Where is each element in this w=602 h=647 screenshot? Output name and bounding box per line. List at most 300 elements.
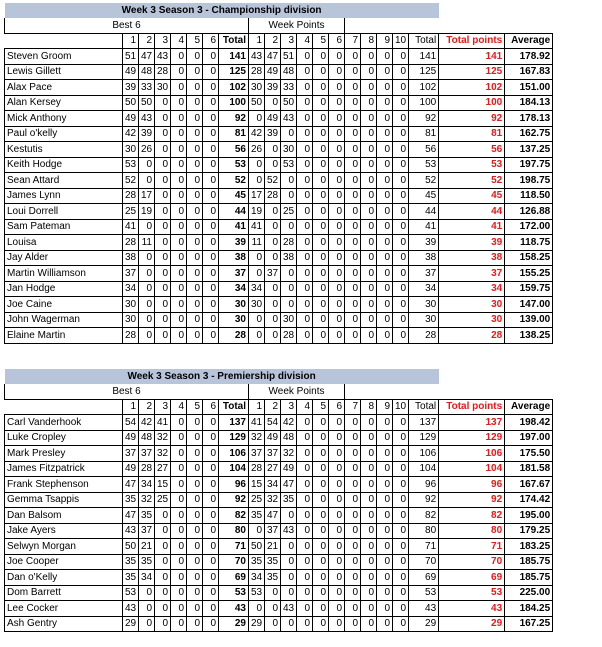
best-col-header: 2	[139, 33, 155, 49]
week-score: 0	[297, 570, 313, 586]
table-row	[5, 126, 553, 142]
best-score: 52	[123, 173, 139, 189]
week-score: 34	[249, 281, 265, 297]
week-score: 0	[313, 328, 329, 344]
week-score: 0	[393, 430, 409, 446]
best-score: 0	[187, 80, 203, 96]
week-score: 0	[345, 219, 361, 235]
week-score: 50	[249, 539, 265, 555]
table-row	[5, 188, 553, 204]
week-col-header: 1	[249, 33, 265, 49]
week-score: 0	[345, 80, 361, 96]
best-score: 0	[155, 554, 171, 570]
week-score: 0	[313, 312, 329, 328]
best-score: 49	[123, 430, 139, 446]
week-score: 0	[313, 281, 329, 297]
week-score: 0	[329, 142, 345, 158]
table-row	[5, 64, 553, 80]
week-score: 0	[345, 539, 361, 555]
player-name: Gemma Tsappis	[5, 492, 123, 508]
week-total: 43	[409, 601, 439, 617]
week-col-header: 7	[345, 399, 361, 415]
total-points: 81	[439, 126, 505, 142]
week-total: 69	[409, 570, 439, 586]
week-score: 0	[361, 312, 377, 328]
week-total: 52	[409, 173, 439, 189]
best-score: 50	[139, 95, 155, 111]
week-score: 0	[297, 80, 313, 96]
week-score: 0	[393, 281, 409, 297]
week-score: 0	[281, 126, 297, 142]
week-score: 0	[329, 95, 345, 111]
week-score: 0	[297, 601, 313, 617]
player-name: Alax Pace	[5, 80, 123, 96]
best-score: 0	[155, 281, 171, 297]
best-score: 0	[171, 523, 187, 539]
best-score: 0	[171, 64, 187, 80]
best-6-label: Best 6	[5, 18, 249, 33]
total-points: 28	[439, 328, 505, 344]
best-score: 0	[203, 49, 219, 65]
week-score: 0	[377, 508, 393, 524]
week-score: 0	[377, 188, 393, 204]
week-score: 0	[329, 111, 345, 127]
table-row	[5, 312, 553, 328]
average: 198.75	[505, 173, 553, 189]
week-score: 0	[393, 188, 409, 204]
best-col-header: 2	[139, 399, 155, 415]
player-name: Lee Cocker	[5, 601, 123, 617]
best-score: 48	[139, 64, 155, 80]
week-score: 0	[361, 508, 377, 524]
total-points: 41	[439, 219, 505, 235]
best-score: 28	[123, 188, 139, 204]
best-score: 0	[171, 188, 187, 204]
week-score: 35	[249, 508, 265, 524]
best-score: 47	[123, 508, 139, 524]
best-score: 27	[155, 461, 171, 477]
week-score: 41	[249, 415, 265, 431]
best-score: 0	[139, 601, 155, 617]
week-score: 0	[297, 616, 313, 632]
best-score: 0	[139, 616, 155, 632]
week-score: 0	[297, 266, 313, 282]
best-score: 30	[155, 80, 171, 96]
player-name: Lewis Gillett	[5, 64, 123, 80]
week-score: 0	[393, 570, 409, 586]
week-col-header: 7	[345, 33, 361, 49]
week-score: 37	[265, 523, 281, 539]
total-points: 100	[439, 95, 505, 111]
week-score: 0	[377, 266, 393, 282]
best-total: 43	[219, 601, 249, 617]
total-points: 44	[439, 204, 505, 220]
week-score: 0	[361, 281, 377, 297]
best-score: 19	[139, 204, 155, 220]
week-score: 0	[361, 250, 377, 266]
week-score: 0	[377, 461, 393, 477]
week-score: 0	[345, 461, 361, 477]
best-total: 30	[219, 297, 249, 313]
week-score: 0	[329, 250, 345, 266]
title-spacer	[439, 369, 553, 384]
best-score: 30	[123, 142, 139, 158]
week-score: 0	[281, 297, 297, 313]
week-score: 0	[313, 64, 329, 80]
week-score: 17	[249, 188, 265, 204]
week-score: 0	[297, 508, 313, 524]
best-score: 0	[187, 328, 203, 344]
total-points: 137	[439, 415, 505, 431]
week-score: 0	[377, 49, 393, 65]
player-name: Louisa	[5, 235, 123, 251]
best-score: 51	[123, 49, 139, 65]
week-score: 0	[281, 554, 297, 570]
week-score: 0	[297, 219, 313, 235]
best-score: 41	[123, 219, 139, 235]
week-col-header: 9	[377, 399, 393, 415]
week-score: 37	[265, 446, 281, 462]
week-score: 0	[313, 250, 329, 266]
player-name: John Wagerman	[5, 312, 123, 328]
week-score: 0	[377, 477, 393, 493]
week-score: 0	[393, 446, 409, 462]
week-score: 0	[345, 142, 361, 158]
table-row	[5, 297, 553, 313]
week-score: 0	[393, 297, 409, 313]
best-col-header: 5	[187, 399, 203, 415]
week-score: 25	[281, 204, 297, 220]
average: 118.75	[505, 235, 553, 251]
week-col-header: 4	[297, 33, 313, 49]
week-score: 0	[265, 328, 281, 344]
week-score: 0	[377, 492, 393, 508]
week-total: 102	[409, 80, 439, 96]
table-row	[5, 554, 553, 570]
best-score: 0	[139, 173, 155, 189]
best-score: 0	[187, 523, 203, 539]
table-row	[5, 173, 553, 189]
week-score: 0	[393, 64, 409, 80]
best-score: 0	[155, 570, 171, 586]
table-row	[5, 477, 553, 493]
best-score: 28	[123, 328, 139, 344]
best-score: 25	[123, 204, 139, 220]
week-score: 0	[377, 157, 393, 173]
total-points: 30	[439, 312, 505, 328]
best-score: 0	[171, 328, 187, 344]
week-score: 0	[313, 539, 329, 555]
week-score: 0	[249, 266, 265, 282]
player-name: James Fitzpatrick	[5, 461, 123, 477]
player-name: Jan Hodge	[5, 281, 123, 297]
best-score: 0	[171, 49, 187, 65]
week-score: 0	[297, 328, 313, 344]
week-score: 0	[281, 616, 297, 632]
best-score: 0	[187, 446, 203, 462]
best-col-header: 1	[123, 399, 139, 415]
best-score: 0	[171, 250, 187, 266]
week-total: 80	[409, 523, 439, 539]
best-score: 0	[203, 554, 219, 570]
best-score: 0	[171, 585, 187, 601]
best-total: 69	[219, 570, 249, 586]
best-total: 44	[219, 204, 249, 220]
total-points-header: Total points	[439, 33, 505, 49]
week-score: 0	[329, 49, 345, 65]
week-score: 37	[265, 266, 281, 282]
best-score: 37	[123, 446, 139, 462]
week-score: 0	[313, 415, 329, 431]
best-score: 0	[155, 219, 171, 235]
best-score: 0	[187, 188, 203, 204]
week-score: 0	[393, 250, 409, 266]
week-total: 34	[409, 281, 439, 297]
week-score: 0	[313, 173, 329, 189]
week-score: 0	[329, 570, 345, 586]
week-score: 0	[393, 80, 409, 96]
week-score: 0	[361, 49, 377, 65]
week-score: 0	[377, 523, 393, 539]
week-score: 0	[249, 312, 265, 328]
week-score: 0	[361, 492, 377, 508]
week-score: 49	[265, 111, 281, 127]
week-total: 56	[409, 142, 439, 158]
player-name: Elaine Martin	[5, 328, 123, 344]
week-score: 0	[329, 523, 345, 539]
average: 183.25	[505, 539, 553, 555]
week-score: 0	[393, 492, 409, 508]
best-score: 54	[123, 415, 139, 431]
name-header-blank	[5, 33, 123, 49]
total-points: 34	[439, 281, 505, 297]
player-name: Mick Anthony	[5, 111, 123, 127]
best-score: 0	[171, 477, 187, 493]
best-total: 129	[219, 430, 249, 446]
week-col-header: 10	[393, 33, 409, 49]
average: 197.00	[505, 430, 553, 446]
table-row	[5, 266, 553, 282]
week-score: 0	[393, 539, 409, 555]
week-score: 30	[281, 142, 297, 158]
best-score: 0	[203, 508, 219, 524]
week-score: 28	[281, 328, 297, 344]
best-score: 0	[187, 204, 203, 220]
week-col-header: 3	[281, 33, 297, 49]
week-score: 0	[345, 281, 361, 297]
week-score: 0	[377, 616, 393, 632]
best-score: 0	[187, 312, 203, 328]
average: 174.42	[505, 492, 553, 508]
best-score: 43	[123, 523, 139, 539]
table-row	[5, 142, 553, 158]
week-score: 0	[345, 157, 361, 173]
week-score: 0	[313, 142, 329, 158]
week-score: 32	[249, 430, 265, 446]
week-col-header: 5	[313, 399, 329, 415]
week-score: 0	[329, 328, 345, 344]
week-score: 0	[345, 173, 361, 189]
week-score: 0	[377, 328, 393, 344]
week-score: 43	[281, 601, 297, 617]
best-total: 30	[219, 312, 249, 328]
total-points: 92	[439, 111, 505, 127]
best-score: 28	[123, 235, 139, 251]
week-score: 0	[361, 266, 377, 282]
best-score: 15	[155, 477, 171, 493]
week-score: 0	[361, 430, 377, 446]
week-score: 0	[329, 554, 345, 570]
total-points: 29	[439, 616, 505, 632]
week-score: 0	[249, 157, 265, 173]
player-name: Jake Ayers	[5, 523, 123, 539]
premiership-division-table	[4, 369, 553, 632]
week-score: 0	[393, 461, 409, 477]
week-score: 39	[265, 80, 281, 96]
week-score: 0	[265, 219, 281, 235]
week-score: 0	[329, 312, 345, 328]
best-score: 0	[171, 235, 187, 251]
week-score: 0	[297, 64, 313, 80]
best-score: 0	[203, 250, 219, 266]
week-score: 0	[377, 111, 393, 127]
total-points: 102	[439, 80, 505, 96]
best-score: 0	[203, 312, 219, 328]
week-score: 0	[361, 570, 377, 586]
total-points: 56	[439, 142, 505, 158]
best-score: 35	[139, 508, 155, 524]
best-score: 0	[171, 461, 187, 477]
best-score: 0	[139, 328, 155, 344]
division-title: Week 3 Season 3 - Premiership division	[5, 369, 439, 384]
week-score: 0	[313, 570, 329, 586]
average: 184.25	[505, 601, 553, 617]
week-score: 0	[361, 111, 377, 127]
player-name: Dan Balsom	[5, 508, 123, 524]
week-score: 0	[329, 601, 345, 617]
best-score: 35	[123, 492, 139, 508]
week-score: 0	[297, 446, 313, 462]
total-points: 125	[439, 64, 505, 80]
week-score: 0	[361, 585, 377, 601]
best-score: 38	[123, 250, 139, 266]
best-score: 0	[203, 601, 219, 617]
total-points: 82	[439, 508, 505, 524]
best-score: 0	[171, 297, 187, 313]
week-col-header: 3	[281, 399, 297, 415]
best-score: 0	[203, 281, 219, 297]
week-score: 0	[297, 492, 313, 508]
best-score: 0	[203, 157, 219, 173]
best-score: 0	[187, 415, 203, 431]
best-score: 35	[139, 554, 155, 570]
week-score: 0	[393, 328, 409, 344]
week-score: 0	[377, 554, 393, 570]
week-score: 0	[265, 142, 281, 158]
week-score: 35	[265, 554, 281, 570]
week-score: 0	[329, 235, 345, 251]
average: 184.13	[505, 95, 553, 111]
week-score: 0	[281, 188, 297, 204]
week-score: 0	[377, 142, 393, 158]
group-spacer	[345, 18, 553, 33]
best-score: 0	[155, 312, 171, 328]
total-points: 71	[439, 539, 505, 555]
week-score: 0	[345, 49, 361, 65]
best-score: 0	[171, 312, 187, 328]
average: 159.75	[505, 281, 553, 297]
table-row	[5, 570, 553, 586]
week-score: 0	[297, 297, 313, 313]
week-score: 0	[249, 111, 265, 127]
best-col-header: 3	[155, 33, 171, 49]
week-score: 0	[345, 415, 361, 431]
best-total: 45	[219, 188, 249, 204]
week-score: 0	[329, 415, 345, 431]
best-score: 39	[123, 80, 139, 96]
best-score: 0	[139, 250, 155, 266]
week-score: 0	[329, 508, 345, 524]
division-title: Week 3 Season 3 - Championship division	[5, 3, 439, 18]
best-col-header: 1	[123, 33, 139, 49]
best-total: 29	[219, 616, 249, 632]
best-score: 0	[171, 554, 187, 570]
best-score: 37	[139, 523, 155, 539]
week-score: 0	[281, 585, 297, 601]
week-total: 92	[409, 111, 439, 127]
best-score: 0	[203, 219, 219, 235]
week-score: 19	[249, 204, 265, 220]
best-total: 137	[219, 415, 249, 431]
total-points: 69	[439, 570, 505, 586]
best-total: 70	[219, 554, 249, 570]
week-score: 15	[249, 477, 265, 493]
average: 147.00	[505, 297, 553, 313]
table-row	[5, 281, 553, 297]
best-score: 0	[203, 492, 219, 508]
best-score: 37	[123, 266, 139, 282]
week-total: 106	[409, 446, 439, 462]
week-score: 34	[265, 477, 281, 493]
average: 179.25	[505, 523, 553, 539]
week-score: 0	[313, 616, 329, 632]
week-col-header: Total	[409, 33, 439, 49]
best-col-header: 6	[203, 33, 219, 49]
best-score: 0	[203, 204, 219, 220]
week-score: 28	[281, 235, 297, 251]
table-row	[5, 111, 553, 127]
table-row	[5, 539, 553, 555]
week-score: 0	[297, 235, 313, 251]
week-score: 0	[329, 585, 345, 601]
best-score: 0	[187, 111, 203, 127]
week-score: 0	[329, 616, 345, 632]
best-score: 0	[155, 157, 171, 173]
week-score: 37	[249, 446, 265, 462]
week-score: 0	[377, 281, 393, 297]
week-score: 28	[249, 461, 265, 477]
week-score: 0	[297, 281, 313, 297]
week-points-label: Week Points	[249, 18, 345, 33]
week-score: 0	[265, 297, 281, 313]
week-score: 0	[393, 585, 409, 601]
week-score: 0	[297, 430, 313, 446]
best-score: 53	[123, 157, 139, 173]
best-total: 38	[219, 250, 249, 266]
week-score: 0	[377, 173, 393, 189]
total-points: 92	[439, 492, 505, 508]
average: 167.83	[505, 64, 553, 80]
